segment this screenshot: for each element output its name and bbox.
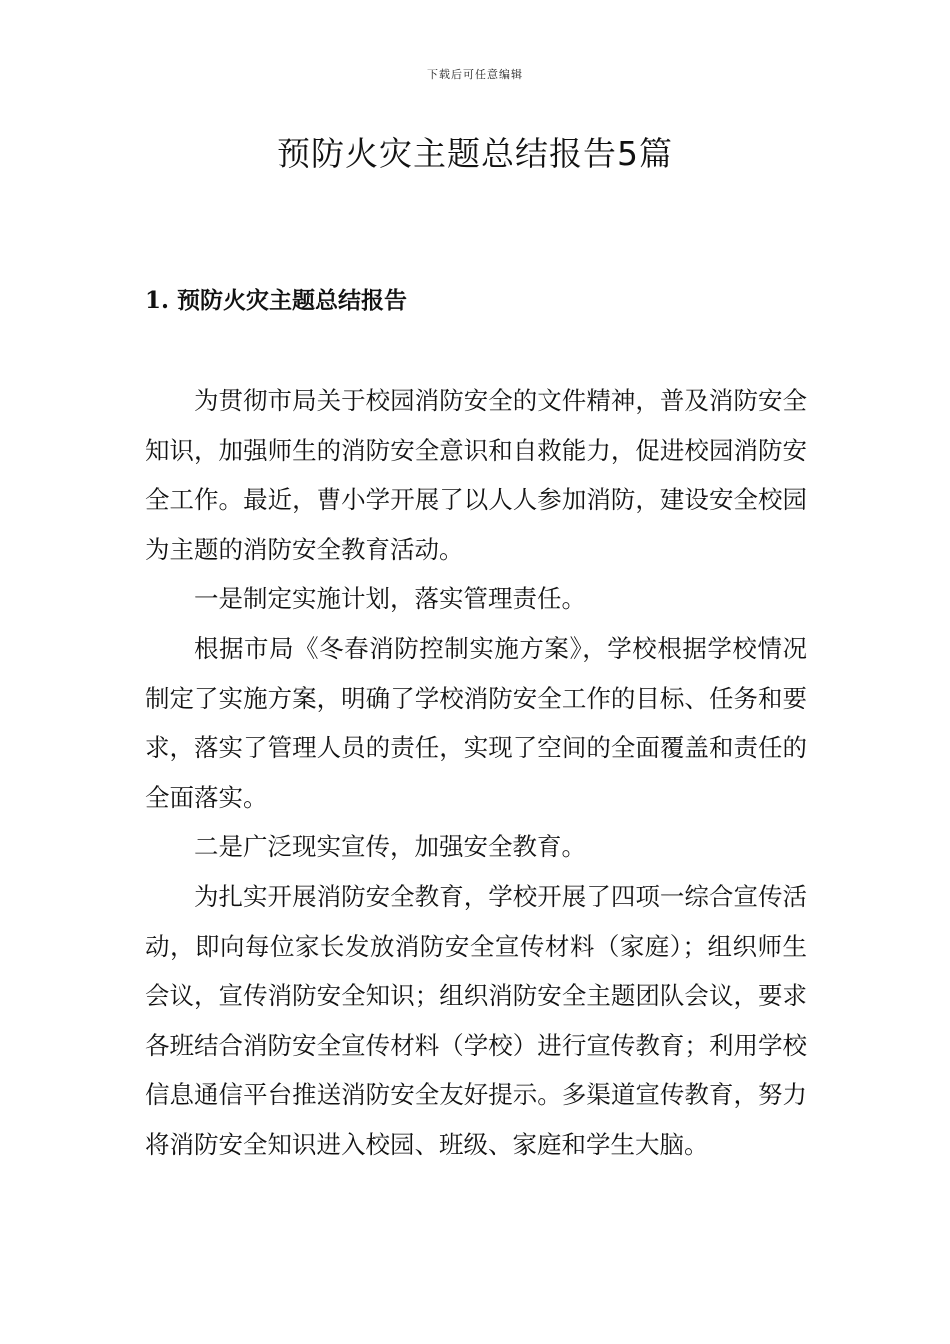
- document-title: 预防火灾主题总结报告5篇: [277, 134, 673, 173]
- document-body: [145, 376, 807, 1170]
- paragraph-intro: 为贯彻市局关于校园消防安全的文件精神，普及消防安全知识，加强师生的消防安全意识和自救能力，促进校园消防安全工作。最近，曹小学开展了以人人参加消防，建设安全校园为主题的消防安全教育活动。: [145, 386, 807, 564]
- paragraph-plan: 根据市局《冬春消防控制实施方案》，学校根据学校情况制定了实施方案，明确了学校消防安全工作的目标、任务和要求，落实了管理人员的责任，实现了空间的全面覆盖和责任的全面落实。: [145, 633, 807, 812]
- section-heading: 1. 预防火灾主题总结报告: [145, 287, 408, 314]
- header-note: 下载后可任意编辑: [427, 68, 523, 81]
- paragraph-point-two: 二是广泛现实宣传，加强安全教育。: [194, 832, 586, 862]
- paragraph-publicity: 为扎实开展消防安全教育，学校开展了四项一综合宣传活动，即向每位家长发放消防安全宣传材料（家庭）；组织师生会议，宣传消防安全知识；组织消防安全主题团队会议，要求各班结合消防安全宣传材料（学校）进行宣传教育；利用学校信息通信平台推送消防安全友好提示。多渠道宣传教育，努力将消防安全知识进入校园、班级、家庭和学生大脑。: [145, 881, 807, 1159]
- paragraph-point-one: 一是制定实施计划，落实管理责任。: [194, 584, 586, 614]
